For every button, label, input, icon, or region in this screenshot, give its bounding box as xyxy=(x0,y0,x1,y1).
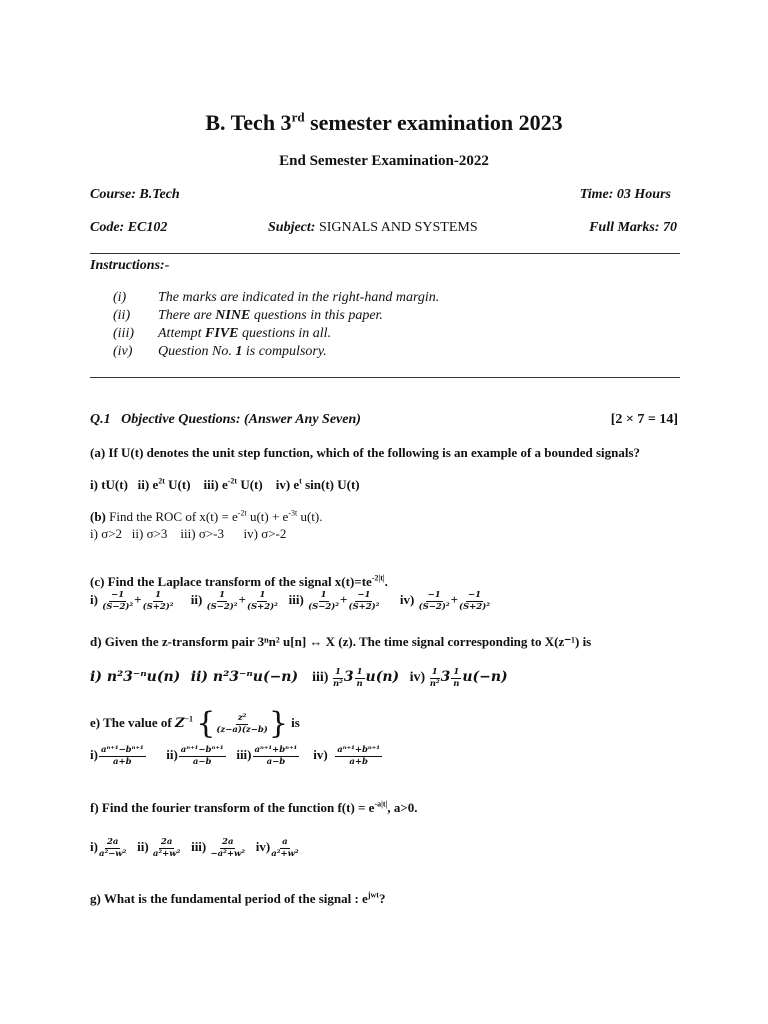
exam-title: B. Tech 3rd semester examination 2023 xyxy=(205,109,563,135)
question-e: e) The value of $Z^{-1}$ { $\frac{\text{z²}}{(z-a)(z-b)}$ } is xyxy=(90,706,300,741)
q1-marks: [2 × 7 = 14] xyxy=(610,412,678,427)
question-e-options: i) $\frac{\text{aⁿ⁺¹−bⁿ⁺¹}}{a+b}$ ii) $\frac{\text{aⁿ⁺¹−bⁿ⁺¹}}{a-b}$ iii) $\frac{\text{aⁿ⁺¹+bⁿ⁺¹}}{a-b}$ iv) $\frac{\text{aⁿ⁺¹+bⁿ⁺¹}}{a+b}$ xyxy=(90,745,381,767)
question-c: (c) Find the Laplace transform of the signal $x(t)=te^{-2|t|}$. xyxy=(90,573,388,589)
full-marks-label: Full Marks: 70 xyxy=(589,220,677,235)
question-d-options: i) n²3⁻ⁿu(n) ii) n²3⁻ⁿu(−n) iii) $\frac{1}{\text{n²}}$ 3 $\frac{1}{n}$ u(n) iv) $\frac{1}{\text{n²}}$ 3 $\frac{1}{n}$ u(−n) xyxy=(90,667,508,689)
question-b-options: i) σ>2 ii) σ>3 iii) σ>-3 iv) σ>-2 xyxy=(90,526,287,541)
question-c-options: i) $\frac{-1}{\text{(S−2)²}}$ + $\frac{1}{\text{(S+2)²}}$ ii) $\frac{1}{\text{(S−2)²}}$ + $\frac{1}{\text{(S+2)²}}$ iii) $\frac{1}{\text{(S−2)²}}$ + $\frac{-1}{\text{(S+2)²}}$ iv) $\frac{-1}{\text{(S−2)²}}$ + $\frac{-1}{\text{(S+2)²}}$ xyxy=(90,590,490,612)
header-divider xyxy=(90,253,680,254)
instruction-item: (ii) There are NINE questions in this paper. xyxy=(113,308,383,323)
exam-subtitle: End Semester Examination-2022 xyxy=(279,153,489,169)
instruction-item: (iv) Question No. 1 is compulsory. xyxy=(113,344,327,359)
instructions-heading: Instructions:- xyxy=(90,258,170,273)
code-label: Code: EC102 xyxy=(90,220,168,235)
instruction-item: (i) The marks are indicated in the right-hand margin. xyxy=(113,290,440,305)
subject-label: Subject: SIGNALS AND SYSTEMS xyxy=(268,220,478,235)
question-b: (b) Find the ROC of $x(t) = e^{-2t}$ $u(t) + e^{-3t}$ u(t). xyxy=(90,508,323,524)
question-f-options: i) $\frac{2a}{\text{a²−w²}}$ ii) $\frac{2a}{\text{a²+w²}}$ iii) $\frac{2a}{\text{−a²+w²}}$ iv) $\frac{a}{\text{a²+w²}}$ xyxy=(90,837,299,859)
question-a-options: i) tU(t) ii) $e^{2t}$ U(t) iii) $e^{-2t}$ U(t) iv) $e^t$ sin(t) U(t) xyxy=(90,476,360,492)
time-label: Time: 03 Hours xyxy=(579,187,671,202)
instructions-divider xyxy=(90,377,680,378)
question-f: f) Find the fourier transform of the function $f(t) = e^{-a|t|}$, a>0. xyxy=(90,799,418,815)
question-g: g) What is the fundamental period of the signal : $e^{jwt}$? xyxy=(90,890,386,906)
question-a: (a) If U(t) denotes the unit step function, which of the following is an example of a bounded signals? xyxy=(90,445,641,460)
course-label: Course: B.Tech xyxy=(90,187,180,202)
q1-heading: Q.1 Objective Questions: (Answer Any Seven) xyxy=(90,412,361,427)
question-d: d) Given the z-transform pair 3ⁿn² u[n] ↔ X (z). The time signal corresponding to X(z⁻¹) is xyxy=(90,634,592,649)
instruction-item: (iii) Attempt FIVE questions in all. xyxy=(113,326,332,341)
